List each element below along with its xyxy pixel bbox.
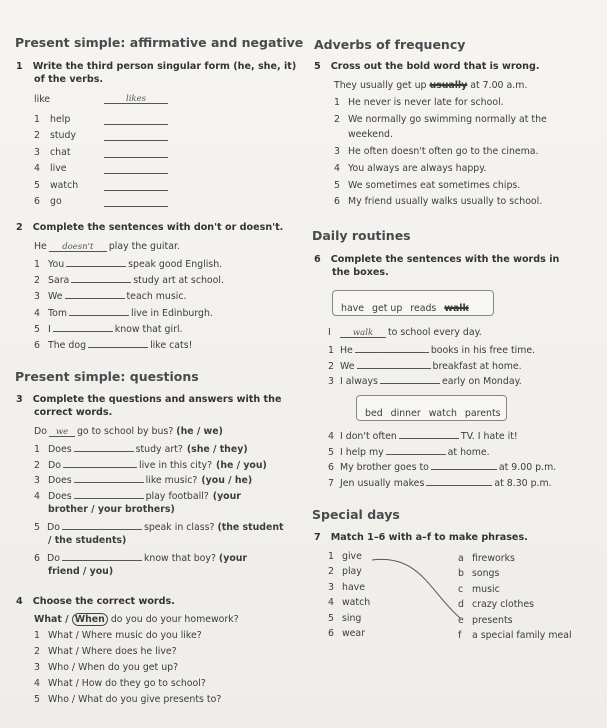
- answer-blank[interactable]: [63, 458, 137, 468]
- box-word: dinner: [390, 408, 421, 419]
- example-options: (he / we): [176, 426, 223, 437]
- item-options: (he / you): [216, 459, 267, 471]
- instruction-text: Choose the correct words.: [32, 596, 175, 607]
- example-sentence: [34, 241, 180, 252]
- section-title-daily-routines: Daily routines: [312, 228, 411, 243]
- list-item: [328, 429, 518, 442]
- item-text: He never is never late for school.: [348, 97, 504, 108]
- item-text: What / Where does he live?: [48, 646, 177, 657]
- answer-blank[interactable]: [74, 442, 134, 452]
- item-rest: books in his free time.: [430, 345, 536, 356]
- exercise-2-instruction: [16, 222, 283, 233]
- list-item: [34, 273, 224, 286]
- item-number: 1: [328, 551, 334, 562]
- example-word: like: [34, 94, 51, 105]
- item-number: 6: [328, 628, 334, 639]
- item-subject: Tom: [48, 307, 67, 319]
- item-rest: like cats!: [150, 340, 193, 351]
- item-letter: a: [458, 553, 464, 564]
- list-item: [34, 289, 186, 302]
- item-subject: I don't often: [340, 431, 397, 442]
- item-text: presents: [472, 614, 513, 626]
- match-right-item[interactable]: [458, 615, 513, 626]
- box-word: bed: [365, 408, 383, 419]
- item-rest: breakfast at home.: [432, 360, 522, 372]
- item-subject: You: [48, 259, 65, 270]
- item-number: 6: [34, 553, 40, 564]
- item-6: [34, 551, 247, 564]
- answer-blank[interactable]: [66, 257, 126, 267]
- list-item: [34, 338, 192, 351]
- example-part-1: They usually get up: [334, 80, 430, 91]
- item-5: [34, 520, 284, 533]
- word-box-2: [356, 395, 507, 421]
- item-text: You always are always happy.: [348, 163, 487, 174]
- list-item: [34, 489, 241, 502]
- match-right-item[interactable]: [458, 599, 534, 610]
- example-choice: [34, 614, 239, 625]
- example-answer: walk: [340, 328, 386, 338]
- word-box-1: [332, 290, 494, 316]
- list-item: [328, 343, 535, 356]
- list-item[interactable]: [34, 646, 177, 657]
- box-word: reads: [410, 303, 437, 314]
- item-text: We normally go swimming normally at the: [348, 114, 547, 125]
- item-number: 5: [34, 323, 40, 335]
- item-number: 2: [34, 275, 40, 287]
- list-item[interactable]: [334, 146, 539, 157]
- item-rest: live in Edinburgh.: [131, 307, 213, 319]
- item-word: watch: [50, 179, 79, 191]
- exercise-6-instruction: [314, 254, 559, 265]
- list-item[interactable]: [334, 114, 547, 125]
- answer-blank[interactable]: [69, 306, 129, 316]
- section-title-adverbs: Adverbs of frequency: [314, 37, 466, 52]
- item-text: have: [342, 581, 366, 593]
- item-word: go: [50, 196, 62, 207]
- example-subject: I: [328, 327, 331, 338]
- exercise-4-instruction: [16, 596, 175, 607]
- item-text: give: [342, 551, 362, 562]
- item-number: 4: [334, 163, 340, 174]
- item-subject: We: [48, 291, 63, 303]
- example-answer: doesn't: [49, 242, 107, 252]
- item-text: sing: [342, 612, 362, 624]
- item-number: 2: [34, 646, 40, 657]
- item-number: 5: [34, 522, 40, 533]
- item-rest: speak in class?: [143, 522, 215, 533]
- item-number: 1: [34, 630, 40, 641]
- list-item[interactable]: [34, 630, 202, 641]
- exercise-number: 5: [314, 61, 321, 72]
- item-rest: know that boy?: [143, 553, 216, 564]
- struck-word: usually: [429, 80, 468, 91]
- instruction-line-2: the boxes.: [332, 267, 389, 278]
- example-answer: likes: [104, 94, 168, 104]
- item-subject: I help my: [340, 446, 384, 458]
- answer-blank[interactable]: [399, 429, 459, 439]
- answer-blank[interactable]: [104, 197, 168, 207]
- item-number: 3: [328, 581, 334, 593]
- item-text: songs: [472, 568, 500, 580]
- item-rest: at 8.30 p.m.: [494, 477, 552, 489]
- item-number: 4: [328, 597, 334, 609]
- example-rest: go to school by bus?: [76, 426, 174, 437]
- item-aux: Do: [46, 522, 60, 533]
- match-left-item[interactable]: [328, 551, 362, 562]
- example-rest: to school every day.: [388, 327, 482, 338]
- word-box-2-words: [357, 396, 506, 425]
- list-item: [34, 306, 213, 319]
- list-item: [34, 114, 70, 125]
- item-text: What / How do they go to school?: [48, 678, 206, 689]
- answer-blank[interactable]: [104, 164, 168, 174]
- item-rest: live in this city?: [138, 459, 213, 471]
- item-subject: I always: [340, 376, 378, 388]
- answer-blank[interactable]: [71, 273, 131, 283]
- answer-blank[interactable]: [62, 520, 142, 530]
- item-letter: f: [458, 630, 462, 641]
- section-title-present-simple: Present simple: affirmative and negative: [15, 35, 304, 50]
- circled-answer: When: [72, 613, 108, 626]
- item-text: a special family meal: [472, 630, 572, 641]
- item-rest: like music?: [145, 475, 198, 487]
- item-options: (your: [218, 553, 248, 564]
- answer-blank[interactable]: [380, 374, 440, 384]
- instruction-text: Match 1–6 with a–f to make phrases.: [330, 532, 528, 543]
- answer-blank[interactable]: [104, 131, 168, 141]
- instruction-text: Cross out the bold word that is wrong.: [330, 61, 540, 72]
- answer-blank[interactable]: [104, 115, 168, 125]
- item-options: (the student: [217, 522, 284, 533]
- list-item: [34, 458, 267, 471]
- box-word: get up: [372, 303, 403, 314]
- item-subject: I: [48, 323, 51, 335]
- list-item: [328, 374, 522, 387]
- answer-blank[interactable]: [62, 551, 142, 561]
- exercise-number: 4: [16, 596, 23, 607]
- example-question: [34, 426, 223, 437]
- item-text: Who / When do you get up?: [48, 662, 179, 673]
- answer-blank[interactable]: [104, 181, 168, 191]
- list-item: [328, 445, 490, 458]
- box-word: watch: [428, 408, 457, 419]
- word-box-1-words: [333, 291, 493, 320]
- item-word: study: [50, 130, 77, 142]
- answer-blank[interactable]: [74, 489, 144, 499]
- item-number: 1: [34, 444, 40, 455]
- box-word-used: walk: [444, 303, 469, 314]
- exercise-number: 2: [16, 222, 23, 233]
- item-text: play: [342, 566, 362, 578]
- item-rest: know that girl.: [114, 323, 183, 335]
- item-number: 6: [328, 462, 334, 474]
- item-rest: speak good English.: [128, 259, 223, 270]
- match-right-item[interactable]: [458, 584, 500, 595]
- item-number: 4: [328, 431, 334, 442]
- item-text: He often doesn't often go to the cinema.: [348, 146, 539, 157]
- exercise-number: 6: [314, 254, 321, 265]
- item-number: 4: [34, 307, 40, 319]
- item-aux: Does: [48, 475, 72, 487]
- item-number: 4: [34, 163, 40, 175]
- list-item: [34, 147, 71, 158]
- item-number: 5: [328, 446, 334, 458]
- item-rest: study art?: [135, 444, 183, 455]
- item-number: 7: [328, 477, 334, 489]
- list-item[interactable]: [334, 163, 486, 174]
- item-number: 6: [334, 196, 340, 207]
- example-rest: do you do your homework?: [107, 614, 239, 625]
- item-number: 3: [334, 146, 340, 157]
- item-text: music: [472, 583, 500, 595]
- answer-blank[interactable]: [386, 445, 446, 455]
- item-rest: early on Monday.: [441, 376, 522, 388]
- answer-blank[interactable]: [426, 476, 492, 486]
- example-option-1: What /: [34, 614, 72, 625]
- item-text: fireworks: [472, 553, 515, 564]
- item-word: live: [50, 163, 67, 175]
- answer-blank[interactable]: [88, 338, 148, 348]
- item-rest: at 9.00 p.m.: [498, 462, 557, 474]
- exercise-7-instruction: [314, 532, 528, 543]
- example-rest: play the guitar.: [108, 241, 180, 252]
- example-answer: we: [49, 427, 75, 437]
- item-subject: Jen usually makes: [340, 477, 425, 489]
- list-item: [328, 460, 556, 473]
- item-letter: c: [458, 583, 464, 595]
- list-item: [34, 130, 76, 141]
- match-left-item[interactable]: [328, 566, 362, 577]
- list-item: [34, 442, 248, 455]
- item-letter: d: [458, 599, 464, 611]
- item-number: 3: [328, 376, 334, 388]
- item-number: 2: [34, 459, 40, 471]
- item-number: 2: [328, 566, 334, 578]
- item-text: crazy clothes: [472, 599, 534, 611]
- item-aux: Does: [48, 444, 72, 455]
- answer-blank[interactable]: [355, 343, 429, 353]
- example-aux: Do: [34, 426, 47, 437]
- list-item: [34, 322, 183, 335]
- item-options: (you / he): [201, 475, 253, 487]
- item-number: 2: [328, 360, 334, 372]
- list-item: [34, 473, 252, 486]
- item-number: 6: [34, 196, 40, 207]
- match-right-item[interactable]: [458, 568, 499, 579]
- match-right-item[interactable]: [458, 630, 572, 641]
- item-rest: study art at school.: [133, 275, 224, 287]
- example-sentence: [328, 327, 482, 338]
- instruction-line-1: Complete the sentences with the words in: [330, 254, 560, 265]
- item-number: 5: [328, 612, 334, 624]
- section-title-questions: Present simple: questions: [15, 369, 199, 384]
- example-subject: He: [34, 241, 47, 252]
- item-text: My friend usually walks usually to school.: [348, 196, 543, 207]
- list-item[interactable]: [334, 180, 520, 191]
- exercise-5-instruction: [314, 61, 539, 72]
- list-item: [328, 476, 552, 489]
- instruction-line-1: Complete the questions and answers with the: [32, 394, 282, 405]
- instruction-line-2: of the verbs.: [34, 74, 104, 85]
- item-number: 6: [34, 340, 40, 351]
- item-subject: Sara: [48, 275, 70, 287]
- item-word: help: [50, 114, 71, 125]
- list-item: [328, 359, 522, 372]
- list-item[interactable]: [334, 196, 542, 207]
- list-item[interactable]: [34, 694, 221, 705]
- item-text: Who / What do you give presents to?: [48, 694, 222, 705]
- match-left-item[interactable]: [328, 613, 361, 624]
- match-left-item[interactable]: [328, 582, 365, 593]
- answer-blank[interactable]: [431, 460, 497, 470]
- item-number: 5: [34, 694, 40, 705]
- item-number: 1: [34, 114, 40, 125]
- list-item[interactable]: [34, 678, 206, 689]
- item-number: 3: [34, 662, 40, 673]
- item-number: 1: [334, 97, 340, 108]
- instruction-text: Complete the sentences with don't or doesn't.: [32, 222, 284, 233]
- box-word: parents: [464, 408, 501, 419]
- item-number: 4: [34, 490, 40, 502]
- answer-blank[interactable]: [74, 473, 144, 483]
- item-letter: e: [458, 614, 464, 626]
- item-aux: Do: [48, 459, 61, 471]
- item-number: 5: [334, 180, 340, 191]
- answer-blank[interactable]: [104, 148, 168, 158]
- item-letter: b: [458, 568, 464, 580]
- item-subject: We: [340, 360, 355, 372]
- list-item[interactable]: [334, 97, 504, 108]
- item-subject: He: [340, 345, 353, 356]
- list-item: [34, 257, 222, 270]
- item-text: wear: [342, 628, 366, 639]
- item-rest: TV. I hate it!: [460, 431, 518, 442]
- item-text: watch: [342, 597, 371, 609]
- section-title-special-days: Special days: [312, 507, 400, 522]
- instruction-line-2: correct words.: [34, 407, 113, 418]
- answer-blank[interactable]: [357, 359, 431, 369]
- exercise-number: 7: [314, 532, 321, 543]
- item-rest: play football?: [145, 490, 209, 502]
- item-number: 3: [34, 146, 40, 158]
- item-4-options-cont: brother / your brothers): [48, 504, 175, 515]
- item-rest: teach music.: [126, 291, 187, 303]
- item-number: 1: [34, 259, 40, 270]
- item-6-options-cont: friend / you): [48, 566, 114, 577]
- list-item[interactable]: [34, 662, 178, 673]
- item-number: 2: [334, 114, 340, 125]
- list-item: [34, 180, 78, 191]
- item-options: (your: [212, 490, 241, 502]
- item-subject: The dog: [48, 340, 87, 351]
- item-number: 5: [34, 179, 40, 191]
- exercise-number: 1: [16, 61, 23, 72]
- exercise-number: 3: [16, 394, 23, 405]
- item-number: 4: [34, 678, 40, 689]
- item-text: weekend.: [348, 129, 393, 140]
- list-item: [34, 196, 62, 207]
- item-aux: Do: [46, 553, 60, 564]
- item-rest: at home.: [447, 446, 490, 458]
- item-number: 3: [34, 291, 40, 303]
- exercise-3-instruction: [16, 394, 281, 405]
- instruction-line-1: Write the third person singular form (he, she, it): [32, 61, 297, 72]
- item-text: What / Where music do you like?: [48, 630, 202, 641]
- item-word: chat: [50, 146, 71, 158]
- answer-blank[interactable]: [53, 322, 113, 332]
- list-item: [34, 163, 67, 174]
- match-left-item[interactable]: [328, 597, 370, 608]
- match-left-item[interactable]: [328, 628, 365, 639]
- item-number: 2: [34, 130, 40, 142]
- exercise-1-instruction: [16, 61, 296, 72]
- item-options: (she / they): [186, 444, 248, 455]
- box-word: have: [341, 303, 365, 314]
- item-number: 1: [328, 345, 334, 356]
- item-number: 3: [34, 475, 40, 487]
- item-5-options-cont: / the students): [48, 535, 127, 546]
- example-sentence: [334, 80, 527, 91]
- answer-blank[interactable]: [65, 289, 125, 299]
- list-item[interactable]: [334, 129, 393, 140]
- item-subject: My brother goes to: [340, 462, 429, 474]
- example-part-2: at 7.00 a.m.: [467, 80, 528, 91]
- match-right-item[interactable]: [458, 553, 515, 564]
- item-aux: Does: [48, 490, 72, 502]
- item-text: We sometimes eat sometimes chips.: [348, 180, 521, 191]
